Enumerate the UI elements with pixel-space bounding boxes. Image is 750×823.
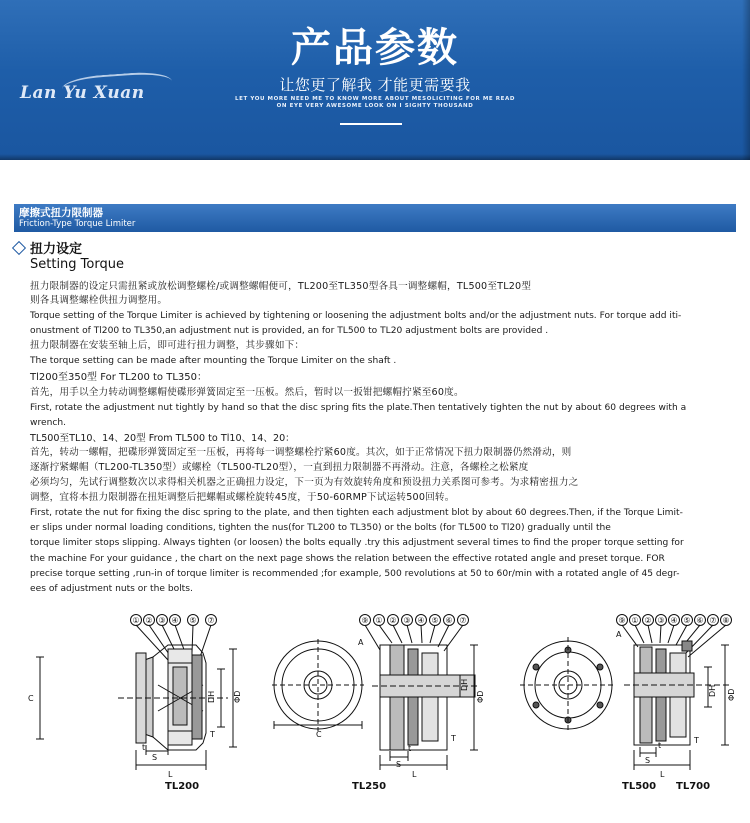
svg-text:⑤: ⑤ — [189, 616, 197, 625]
svg-text:T: T — [694, 736, 699, 745]
tl500-drawing — [510, 605, 746, 785]
banner-shadow — [0, 154, 750, 160]
brand-logo: Lan Yu Xuan — [20, 83, 145, 103]
banner-divider — [340, 123, 402, 125]
tl250-caption: TL250 — [352, 781, 387, 792]
svg-text:②: ② — [644, 616, 652, 625]
tl250-drawing — [262, 605, 487, 785]
body-p3-en-2: wrench. — [30, 418, 66, 428]
banner-tagline-2: ON EYE VERY AWESOME LOOK ON I SIGHTY THOUSAND — [276, 103, 474, 109]
svg-text:①: ① — [631, 616, 639, 625]
svg-text:ΦD: ΦD — [233, 690, 242, 703]
svg-text:DH: DH — [708, 684, 717, 697]
svg-text:S: S — [152, 753, 158, 762]
svg-text:L: L — [412, 770, 417, 779]
body-p4-cn-2: 逐渐拧紧螺帽（TL200-TL350型）或螺栓（TL500-TL20型），一直到扭力限制器不再滑动。注意，各螺栓之松紧度 — [30, 462, 529, 473]
body-p1-cn-2: 则各具调整螺栓供扭力调整用。 — [30, 295, 168, 306]
svg-text:①: ① — [132, 616, 140, 625]
svg-text:t: t — [658, 741, 662, 750]
svg-text:⑦: ⑦ — [207, 616, 215, 625]
svg-text:④: ④ — [417, 616, 425, 625]
svg-text:DH: DH — [460, 678, 469, 691]
body-p1-en-1: Torque setting of the Torque Limiter is achieved by tightening or loosening the adjustment bolts and/or the adjustment nuts. For torque add iti- — [30, 311, 682, 321]
svg-text:⑨: ⑨ — [618, 616, 626, 625]
body-p4-cn-1: 首先，转动一螺帽，把碟形弹簧固定至一压板，再将每一调整螺栓拧紧60度。其次，如于正常情况下扭力限制器仍然滑动，则 — [30, 447, 572, 458]
svg-text:⑤: ⑤ — [683, 616, 691, 625]
svg-text:t: t — [142, 743, 146, 752]
svg-text:③: ③ — [158, 616, 166, 625]
svg-text:②: ② — [389, 616, 397, 625]
banner-tagline-1: LET YOU MORE NEED ME TO KNOW MORE ABOUT MESOLICITING FOR ME READ — [234, 96, 516, 102]
body-h1: Tl200至350型 For TL200 to TL350： — [30, 372, 207, 383]
body-p4-en-3: torque limiter stops slipping. Always tighten (or loosen) the bolts equally .try this adjustment several times to find the proper torque setting for — [30, 538, 684, 548]
body-p4-cn-4: 调整，宜将本扭力限制器在扭矩调整后把螺帽或螺栓旋转45度，于50-60RMP下试运转500回转。 — [30, 492, 455, 503]
body-p2-cn: 扭力限制器在安装至轴上后，即可进行扭力调整，其步骤如下： — [30, 340, 305, 351]
svg-text:⑦: ⑦ — [459, 616, 467, 625]
svg-text:S: S — [645, 756, 651, 765]
svg-text:C: C — [28, 694, 34, 703]
body-p4-en-1: First, rotate the nut for fixing the disc spring to the plate, and then tighten each adjustment blot by about 60 degrees.Then, if the Torque Limit- — [30, 508, 683, 518]
svg-text:L: L — [168, 770, 173, 779]
subheading-cn: 扭力设定 — [30, 242, 83, 257]
body-p4-en-6: ees of adjustment nuts or the bolts. — [30, 584, 193, 594]
svg-text:t: t — [408, 744, 412, 753]
svg-text:①: ① — [375, 616, 383, 625]
body-p4-en-5: precise torque setting ,run-in of torque limiter is recommended ;for example, 500 revolutions at 50 to 60r/min with a rotated angle of 45 degr- — [30, 569, 680, 579]
svg-text:C: C — [316, 730, 322, 739]
svg-text:T: T — [210, 730, 215, 739]
svg-text:ΦD: ΦD — [727, 688, 736, 701]
svg-text:A: A — [358, 638, 364, 647]
tl500-caption: TL500 — [622, 781, 657, 792]
svg-text:④: ④ — [670, 616, 678, 625]
tl700-caption: TL700 — [676, 781, 711, 792]
svg-text:⑥: ⑥ — [445, 616, 453, 625]
diamond-bullet-icon — [12, 241, 26, 255]
svg-text:③: ③ — [657, 616, 665, 625]
body-p1-cn-1: 扭力限制器的设定只需扭紧或放松调整螺栓/或调整螺帽便可，TL200至TL350型各具一调整螺帽，TL500至TL20型 — [30, 281, 532, 292]
svg-text:A: A — [616, 630, 622, 639]
body-p3-cn: 首先，用手以全力转动调整螺帽使碟形弹簧固定至一压板。然后，暂时以一扳钳把螺帽拧紧至60度。 — [30, 387, 464, 398]
section-title-en: Friction-Type Torque Limiter — [19, 219, 136, 229]
svg-text:T: T — [451, 734, 456, 743]
svg-text:④: ④ — [171, 616, 179, 625]
svg-text:②: ② — [145, 616, 153, 625]
body-p4-cn-3: 必须均匀，先试行调整数次以求得相关机器之正确扭力设定，下一页为有效旋转角度和预设扭力关系图可参考。为求精密扭力之 — [30, 477, 579, 488]
svg-text:S: S — [396, 760, 402, 769]
body-p2-en: The torque setting can be made after mounting the Torque Limiter on the shaft . — [30, 356, 397, 366]
tl200-caption: TL200 — [165, 781, 200, 792]
body-h2: TL500至TL10、14、20型 From TL500 to Tl10、14、20： — [30, 433, 295, 444]
tl200-drawing — [18, 605, 243, 785]
svg-text:⑨: ⑨ — [361, 616, 369, 625]
body-p4-en-4: the machine For your guidance , the chart on the next page shows the relation between the effective rotated angle and preset torque. FOR — [30, 554, 665, 564]
body-p3-en-1: First, rotate the adjustment nut tightly by hand so that the disc spring fits the plate.Then tentatively tighten the nut by about 60 degrees with a — [30, 403, 687, 413]
svg-text:⑤: ⑤ — [431, 616, 439, 625]
svg-text:DH: DH — [207, 690, 216, 703]
svg-text:⑦: ⑦ — [709, 616, 717, 625]
svg-text:⑧: ⑧ — [722, 616, 730, 625]
svg-text:L: L — [660, 770, 665, 779]
body-p1-en-2: onustment of Tl200 to TL350,an adjustment nut is provided, an for TL500 to TL20 adjustment bolts are provided . — [30, 326, 549, 336]
svg-text:③: ③ — [403, 616, 411, 625]
page-title: 产品参数 — [291, 25, 459, 71]
banner-subtitle: 让您更了解我 才能更需要我 — [279, 76, 471, 94]
svg-text:ΦD: ΦD — [476, 690, 485, 703]
body-p4-en-2: er slips under normal loading conditions, tighten the nus(for TL200 to TL350) or the bolts (for TL500 to Tl20) gradually until the — [30, 523, 611, 533]
subheading-en: Setting Torque — [30, 257, 124, 272]
svg-text:⑥: ⑥ — [696, 616, 704, 625]
section-title-cn: 摩擦式扭力限制器 — [19, 207, 103, 219]
